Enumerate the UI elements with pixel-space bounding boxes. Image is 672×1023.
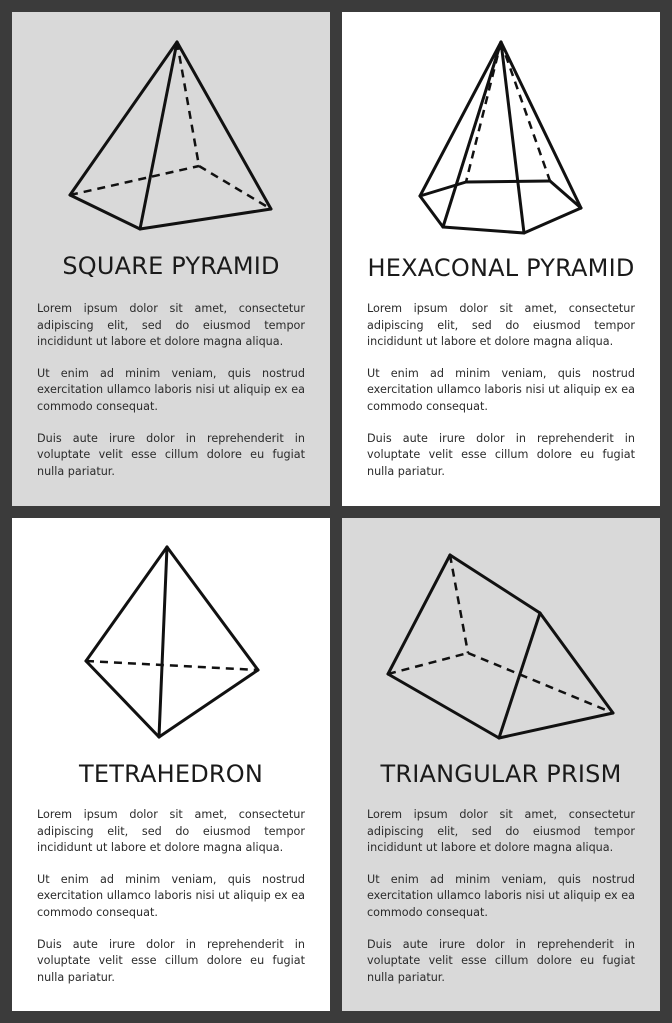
- card-title: HEXACONAL PYRAMID: [367, 254, 635, 282]
- paragraph: Duis aute irure dolor in reprehenderit in voluptate velit esse cillum dolore eu fugiat nulla pariatur.: [37, 937, 305, 984]
- paragraph: Lorem ipsum dolor sit amet, consectetur adipiscing elit, sed do eiusmod tempor incididunt ut labore et dolore magna aliqua.: [367, 808, 635, 855]
- card-title: TRIANGULAR PRISM: [380, 760, 622, 788]
- hidden-edge: [466, 42, 501, 182]
- solid-edge: [524, 208, 581, 233]
- paragraph: Lorem ipsum dolor sit amet, consectetur adipiscing elit, sed do eiusmod tempor incididunt ut labore et dolore magna aliqua.: [37, 302, 305, 349]
- hidden-edge: [70, 166, 199, 195]
- triangular-prism-drawing: [342, 518, 660, 758]
- card-tetrahedron: [12, 518, 330, 1011]
- paragraph: Lorem ipsum dolor sit amet, consectetur adipiscing elit, sed do eiusmod tempor incididunt ut labore et dolore magna aliqua.: [367, 302, 635, 349]
- solid-edge: [159, 670, 258, 737]
- solid-edge: [499, 713, 613, 738]
- tetrahedron-drawing: [12, 518, 330, 758]
- solid-edge: [388, 555, 450, 674]
- card-body: [367, 301, 635, 495]
- solid-edge: [501, 42, 524, 233]
- solid-edge: [140, 209, 271, 229]
- solid-edge: [70, 195, 140, 229]
- paragraph: Ut enim ad minim veniam, quis nostrud exercitation ullamco laboris nisi ut aliquip ex ea commodo consequat.: [367, 872, 635, 919]
- solid-edge: [159, 547, 167, 737]
- card-body: [37, 807, 305, 1001]
- hidden-edge: [450, 555, 468, 653]
- paragraph: Lorem ipsum dolor sit amet, consectetur adipiscing elit, sed do eiusmod tempor incididunt ut labore et dolore magna aliqua.: [37, 808, 305, 855]
- solid-edge: [501, 42, 581, 208]
- paragraph: Duis aute irure dolor in reprehenderit in voluptate velit esse cillum dolore eu fugiat nulla pariatur.: [367, 937, 635, 984]
- card-body: [37, 301, 305, 495]
- solid-edge: [86, 661, 159, 737]
- solid-edge: [420, 196, 443, 227]
- solid-edge: [466, 181, 550, 182]
- paragraph: Duis aute irure dolor in reprehenderit in voluptate velit esse cillum dolore eu fugiat nulla pariatur.: [367, 431, 635, 478]
- solid-edge: [86, 547, 167, 661]
- card-hexaconal-pyramid: [342, 12, 660, 506]
- card-title: SQUARE PYRAMID: [62, 252, 280, 280]
- hidden-edge: [86, 661, 258, 670]
- paragraph: Ut enim ad minim veniam, quis nostrud exercitation ullamco laboris nisi ut aliquip ex ea commodo consequat.: [37, 872, 305, 919]
- paragraph: Duis aute irure dolor in reprehenderit in voluptate velit esse cillum dolore eu fugiat nulla pariatur.: [37, 431, 305, 478]
- card-body: [367, 807, 635, 1001]
- square-pyramid-drawing: [12, 12, 330, 252]
- solid-edge: [167, 547, 258, 670]
- paragraph: Ut enim ad minim veniam, quis nostrud exercitation ullamco laboris nisi ut aliquip ex ea commodo consequat.: [37, 366, 305, 413]
- card-square-pyramid: [12, 12, 330, 506]
- paragraph: Ut enim ad minim veniam, quis nostrud exercitation ullamco laboris nisi ut aliquip ex ea commodo consequat.: [367, 366, 635, 413]
- solid-edge: [443, 227, 524, 233]
- hexagonal-pyramid-drawing: [342, 12, 660, 252]
- solid-edge: [388, 674, 499, 738]
- solid-edge: [550, 181, 581, 208]
- card-triangular-prism: [342, 518, 660, 1011]
- solid-edge: [450, 555, 540, 613]
- hidden-edge: [388, 653, 468, 674]
- card-title: TETRAHEDRON: [78, 760, 264, 788]
